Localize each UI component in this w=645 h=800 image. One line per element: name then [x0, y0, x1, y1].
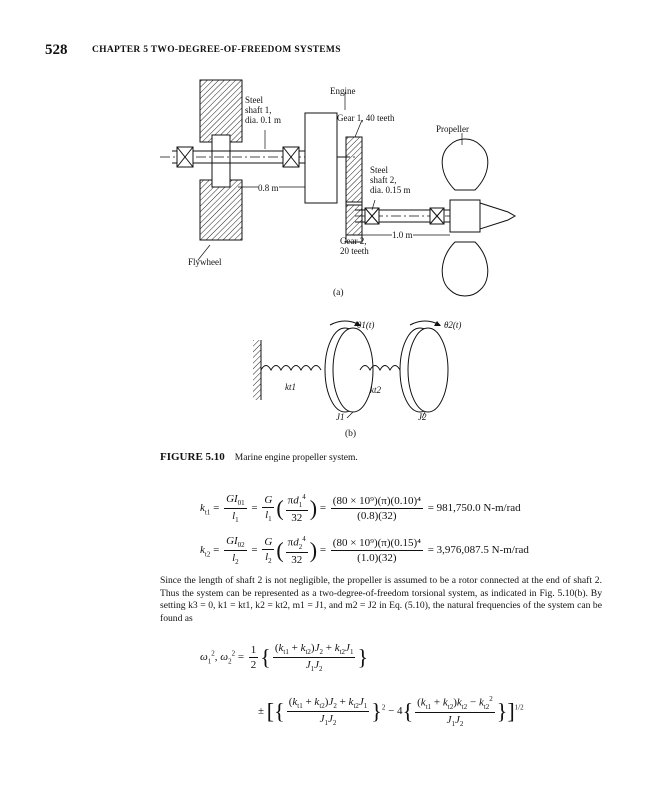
eq1-result: = 981,750.0 N-m/rad — [427, 502, 521, 515]
bearing-3 — [365, 208, 379, 224]
eq1-numerator: (80 × 10⁹)(π)(0.10)⁴ — [332, 495, 421, 508]
equation-kt2: $k_{t2}$ = $\frac{GI_{02}}{l_2}$ = $\frac{G}{l_2}$ ( $\frac{\pi d_2^4}{32}$ ) = $\frac{\text{(80 × 10⁹)(π)(0.15)⁴}}{(1.0)(32)}$ = 3,976,087.5 N-m/rad — [200, 535, 529, 567]
label-engine: Engine — [330, 86, 356, 96]
figure-caption — [160, 451, 358, 463]
label-steel-shaft-1: Steel shaft 1, dia. 0.1 m — [245, 95, 281, 125]
spring-1 — [261, 366, 321, 371]
label-gear-2: Gear 2, 20 teeth — [340, 236, 369, 256]
bearing-1 — [177, 147, 193, 167]
bearing-2 — [283, 147, 299, 167]
label-steel-shaft-2: Steel shaft 2, dia. 0.15 m — [370, 165, 411, 195]
label-theta1: θ1(t) — [357, 320, 375, 330]
label-propeller: Propeller — [436, 124, 469, 134]
label-kt1: kt1 — [285, 382, 296, 392]
label-theta2: θ2(t) — [444, 320, 462, 330]
eq2-denominator: (1.0)(32) — [357, 552, 397, 565]
running-header: CHAPTER 5 TWO-DEGREE-OF-FREEDOM SYSTEMS — [92, 45, 341, 55]
propeller-shape — [442, 139, 515, 296]
equation-omega: $\omega_1^2$, $\omega_2^2$ = $\frac{1}{2}$ { $\frac{(k_{t1} + k_{t2})J_2 + k_{t2}J_1}{J_1J_2}$ } — [200, 642, 368, 674]
page-number: 528 — [45, 42, 68, 58]
figure-b-sublabel: (b) — [345, 429, 357, 439]
caption-text: Marine engine propeller system. — [234, 453, 358, 463]
label-j1: J1 — [336, 412, 345, 422]
engine-box — [305, 113, 337, 203]
equation-omega-root: ± [{ $\frac{(k_{t1} + k_{t2})J_2 + k_{t2}J_1}{J_1J_2}$ }$^2$ − 4{ $\frac{(k_{t1} + k_{t2})k_{t2} - k_{t2}^2}{J_1J_2}$ }]$^{1/2}$ — [258, 695, 524, 729]
eq1-denominator: (0.8)(32) — [357, 510, 397, 523]
body-paragraph: Since the length of shaft 2 is not negligible, the propeller is assumed to be a rotor connected at the end of shaft 2. Thus the system can be represented as a two-degree-of-freedom torsional system, as indicated in Fig. 5.10(b). By setting k3 = 0, k1 = kt1, k2 = kt2, m1 = J1, and m2 = J2 in Eq. (5.10), the natural frequencies of the system can be found as — [160, 575, 602, 624]
label-gear-1: Gear 1, 40 teeth — [337, 113, 395, 123]
label-length-2: 1.0 m — [392, 230, 413, 240]
figure-b-drawing — [250, 315, 480, 425]
caption-label: FIGURE 5.10 — [160, 451, 225, 463]
bearing-4 — [430, 208, 444, 224]
label-kt2: kt2 — [370, 385, 381, 395]
flywheel-shape — [200, 80, 242, 240]
eq2-result: = 3,976,087.5 N-m/rad — [427, 544, 529, 557]
label-flywheel: Flywheel — [188, 257, 222, 267]
equation-kt1: $k_{t1}$ = $\frac{GI_{01}}{l_1}$ = $\frac{G}{l_1}$ ( $\frac{\pi d_1^4}{32}$ ) = $\frac{\text{(80 × 10⁹)(π)(0.10)⁴}}{(0.8)(32)}$ = 981,750.0 N-m/rad — [200, 493, 521, 525]
label-length-1: 0.8 m — [258, 183, 279, 193]
label-j2: J2 — [418, 412, 427, 422]
eq2-numerator: (80 × 10⁹)(π)(0.15)⁴ — [332, 537, 421, 550]
figure-a-sublabel: (a) — [333, 288, 344, 298]
